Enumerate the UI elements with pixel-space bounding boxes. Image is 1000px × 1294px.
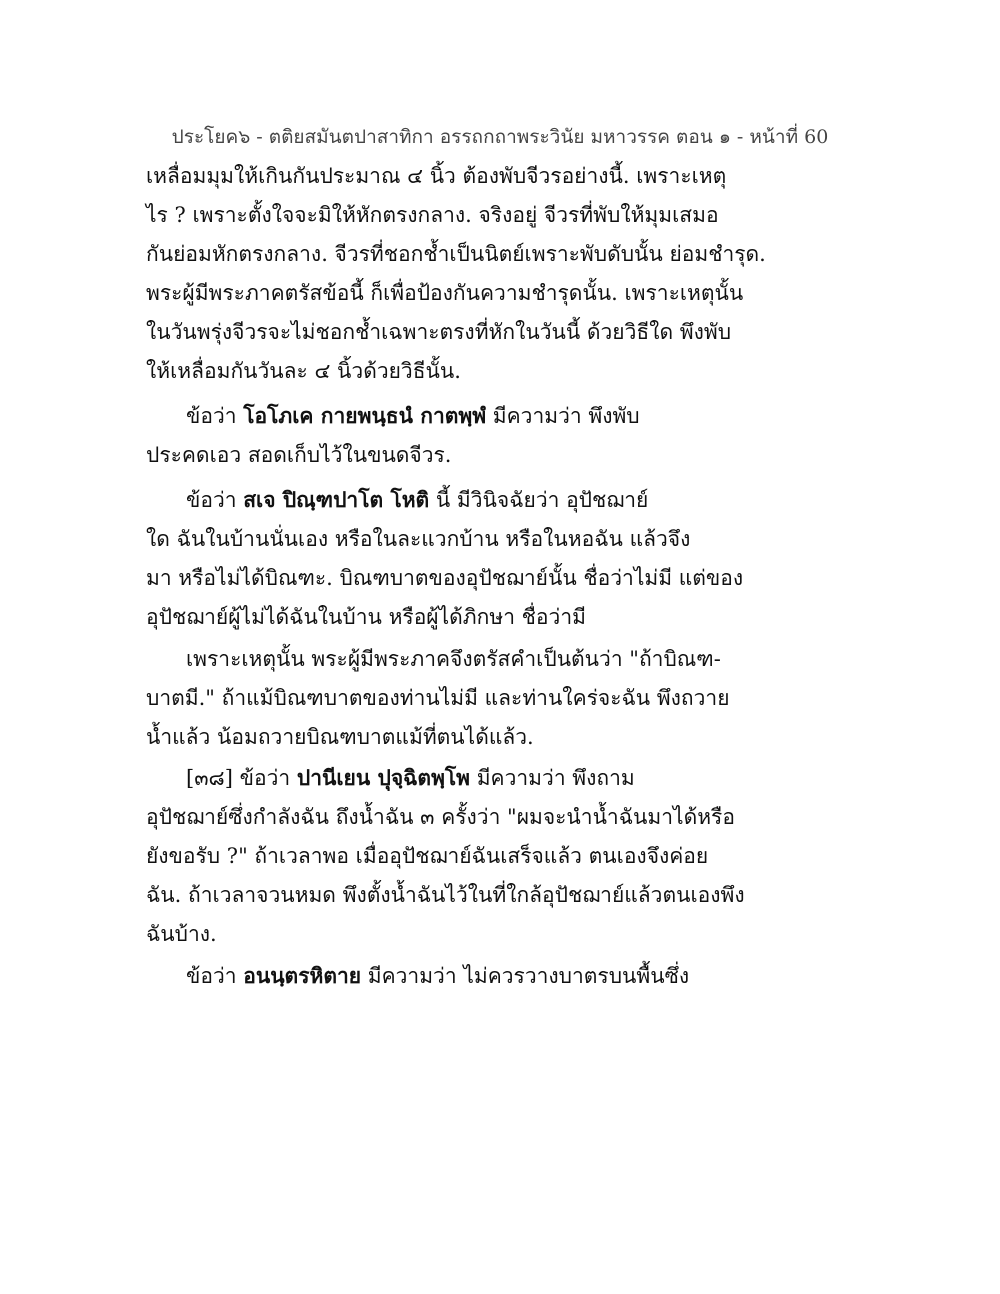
text-line: ไร ? เพราะตั้งใจจะมิให้หักตรงกลาง. จริงอยู่ จีวรที่พับให้มุมเสมอ: [146, 203, 719, 227]
text-line: [186, 484, 648, 517]
text-line: [186, 762, 635, 795]
text-line: เหลื่อมมุมให้เกินกันประมาณ ๔ นิ้ว ต้องพับจีวรอย่างนี้. เพราะเหตุ: [146, 164, 727, 188]
pali-term: สเจ ปิณฺฑปาโต โหติ: [243, 487, 430, 512]
text-line: บาตมี." ถ้าแม้บิณฑบาตของท่านไม่มี และท่านใคร่จะฉัน พึงถวาย: [146, 686, 730, 710]
text-line: ใด ฉันในบ้านนั่นเอง หรือในละแวกบ้าน หรือในหอฉัน แล้วจึง: [146, 527, 691, 551]
text-line: น้ำแล้ว น้อมถวายบิณฑบาตแม้ที่ตนได้แล้ว.: [146, 725, 534, 749]
text-prefix: ข้อว่า: [186, 964, 244, 988]
text-line: อุปัชฌาย์ผู้ไม่ได้ฉันในบ้าน หรือผู้ได้ภิกษา ชื่อว่ามี: [146, 605, 586, 629]
text-line: ในวันพรุ่งจีวรจะไม่ชอกช้ำเฉพาะตรงที่หักในวันนี้ ด้วยวิธีใด พึงพับ: [146, 320, 732, 344]
text-prefix: ข้อว่า: [186, 488, 244, 512]
text-prefix: ข้อว่า: [186, 404, 244, 428]
page-header: ประโยค๖ - ตติยสมันตปาสาทิกา อรรถกถาพระวินัย มหาวรรค ตอน ๑ - หน้าที่ 60: [171, 126, 829, 148]
pali-term: ปานีเยน ปุจฺฉิตพฺโพ: [296, 765, 471, 790]
text-line: ประคดเอว สอดเก็บไว้ในขนดจีวร.: [146, 443, 452, 467]
text-line: [186, 400, 640, 433]
text-line: เพราะเหตุนั้น พระผู้มีพระภาคจึงตรัสคำเป็นต้นว่า "ถ้าบิณฑ-: [186, 647, 721, 671]
text-line: ยังขอรับ ?" ถ้าเวลาพอ เมื่ออุปัชฌาย์ฉันเสร็จแล้ว ตนเองจึงค่อย: [146, 844, 709, 868]
text-line: ฉัน. ถ้าเวลาจวนหมด พึงตั้งน้ำฉันไว้ในที่ใกล้อุปัชฌาย์แล้วตนเองพึง: [146, 883, 745, 907]
text-line: ให้เหลื่อมกันวันละ ๔ นิ้วด้วยวิธีนั้น.: [146, 359, 461, 383]
text-line: มา หรือไม่ได้บิณฑะ. บิณฑบาตของอุปัชฌาย์นั้น ชื่อว่าไม่มี แต่ของ: [146, 566, 744, 590]
text-suffix: มีความว่า พึงพับ: [486, 404, 640, 428]
text-line: อุปัชฌาย์ซึ่งกำลังฉัน ถึงน้ำฉัน ๓ ครั้งว่า "ผมจะนำน้ำฉันมาได้หรือ: [146, 805, 735, 829]
text-line: [186, 960, 689, 993]
text-line: พระผู้มีพระภาคตรัสข้อนี้ ก็เพื่อป้องกันความชำรุดนั้น. เพราะเหตุนั้น: [146, 281, 744, 305]
pali-term: อนนฺตรหิตาย: [243, 963, 362, 988]
text-suffix: มีความว่า พึงถาม: [470, 766, 635, 790]
text-prefix: [๓๘] ข้อว่า: [186, 766, 297, 790]
text-suffix: นี้ มีวินิจฉัยว่า อุปัชฌาย์: [429, 488, 649, 512]
text-line: กันย่อมหักตรงกลาง. จีวรที่ชอกช้ำเป็นนิตย์เพราะพับดับนั้น ย่อมชำรุด.: [146, 242, 766, 266]
text-line: ฉันบ้าง.: [146, 922, 217, 946]
text-suffix: มีความว่า ไม่ควรวางบาตรบนพื้นซึ่ง: [361, 964, 690, 988]
pali-term: โอโภเค กายพนฺธนํ กาตพฺพํ: [243, 403, 487, 428]
